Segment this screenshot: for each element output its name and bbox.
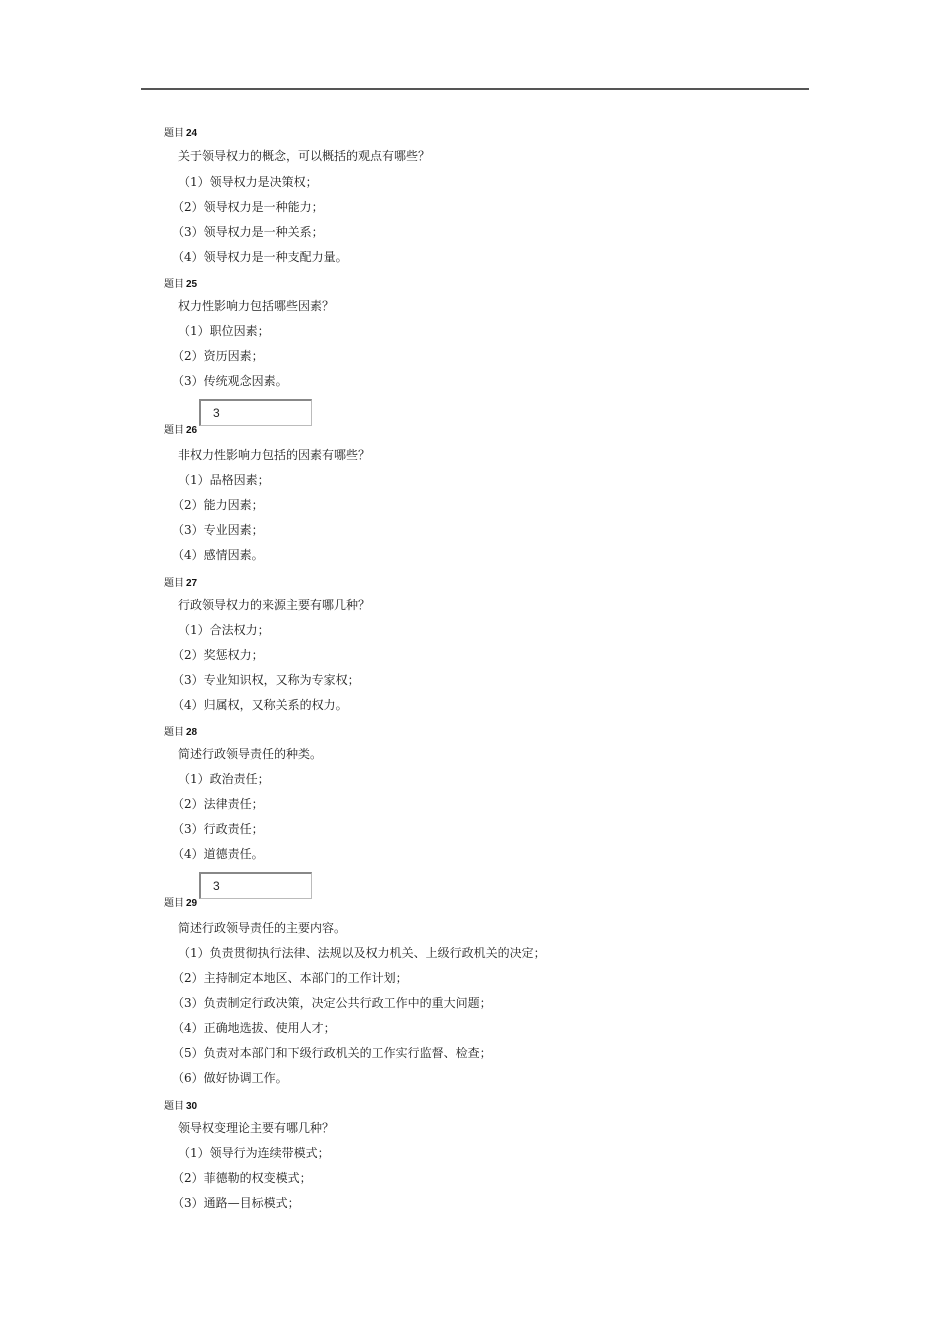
answer-option: （1）品格因素； [178,473,270,487]
answer-option: （3）负责制定行政决策，决定公共行政工作中的重大问题； [172,996,492,1010]
answer-option: （2）菲德勒的权变模式； [172,1171,312,1185]
question-label [164,723,197,738]
answer-option: （3）领导权力是一种关系； [172,225,324,239]
question-label [164,894,197,909]
answer-input[interactable]: 3 [199,872,312,899]
question-label [164,421,197,436]
question-text: 非权力性影响力包括的因素有哪些？ [178,448,371,462]
answer-option: （2）领导权力是一种能力； [172,200,324,214]
answer-option: （4）感情因素。 [172,548,264,562]
answer-option: （3）传统观念因素。 [172,374,288,388]
question-label-text: 题目 [164,578,184,589]
answer-option: （1）合法权力； [178,623,270,637]
answer-input[interactable]: 3 [199,399,312,426]
question-label-text: 题目 [164,727,184,738]
answer-option: （4）领导权力是一种支配力量。 [172,250,348,264]
answer-option: （3）专业知识权，又称为专家权； [172,673,360,687]
answer-option: （5）负责对本部门和下级行政机关的工作实行监督、检查； [172,1046,492,1060]
answer-option: （1）负责贯彻执行法律、法规以及权力机关、上级行政机关的决定； [178,946,546,960]
question-number: 30 [186,1101,198,1112]
answer-option: （4）道德责任。 [172,847,264,861]
question-text: 简述行政领导责任的主要内容。 [178,921,347,935]
question-label-text: 题目 [164,425,184,436]
answer-option: （1）政治责任； [178,772,270,786]
answer-option: （3）行政责任； [172,822,264,836]
question-text: 权力性影响力包括哪些因素？ [178,299,335,313]
answer-option: （1）领导行为连续带模式； [178,1146,330,1160]
answer-option: （2）主持制定本地区、本部门的工作计划； [172,971,408,985]
answer-option: （1）职位因素； [178,324,270,338]
question-number: 29 [186,898,198,909]
answer-option: （3）专业因素； [172,523,264,537]
question-label [164,574,197,589]
header-rule [141,88,809,90]
question-label [164,124,197,139]
question-label [164,275,197,290]
question-number: 25 [186,279,198,290]
question-label [164,1097,197,1112]
question-number: 26 [186,425,198,436]
answer-option: （4）归属权，又称关系的权力。 [172,698,348,712]
answer-option: （2）奖惩权力； [172,648,264,662]
answer-option: （2）法律责任； [172,797,264,811]
question-text: 简述行政领导责任的种类。 [178,747,323,761]
question-number: 27 [186,578,198,589]
answer-option: （4）正确地选拔、使用人才； [172,1021,336,1035]
question-text: 关于领导权力的概念，可以概括的观点有哪些？ [178,149,431,163]
question-text: 领导权变理论主要有哪几种？ [178,1121,335,1135]
answer-option: （2）资历因素； [172,349,264,363]
question-label-text: 题目 [164,279,184,290]
question-label-text: 题目 [164,898,184,909]
answer-option: （3）通路—目标模式； [172,1196,300,1210]
question-label-text: 题目 [164,128,184,139]
answer-option: （1）领导权力是决策权； [178,175,318,189]
question-text: 行政领导权力的来源主要有哪几种？ [178,598,371,612]
question-number: 28 [186,727,198,738]
answer-option: （2）能力因素； [172,498,264,512]
answer-option: （6）做好协调工作。 [172,1071,288,1085]
question-number: 24 [186,128,198,139]
question-label-text: 题目 [164,1101,184,1112]
